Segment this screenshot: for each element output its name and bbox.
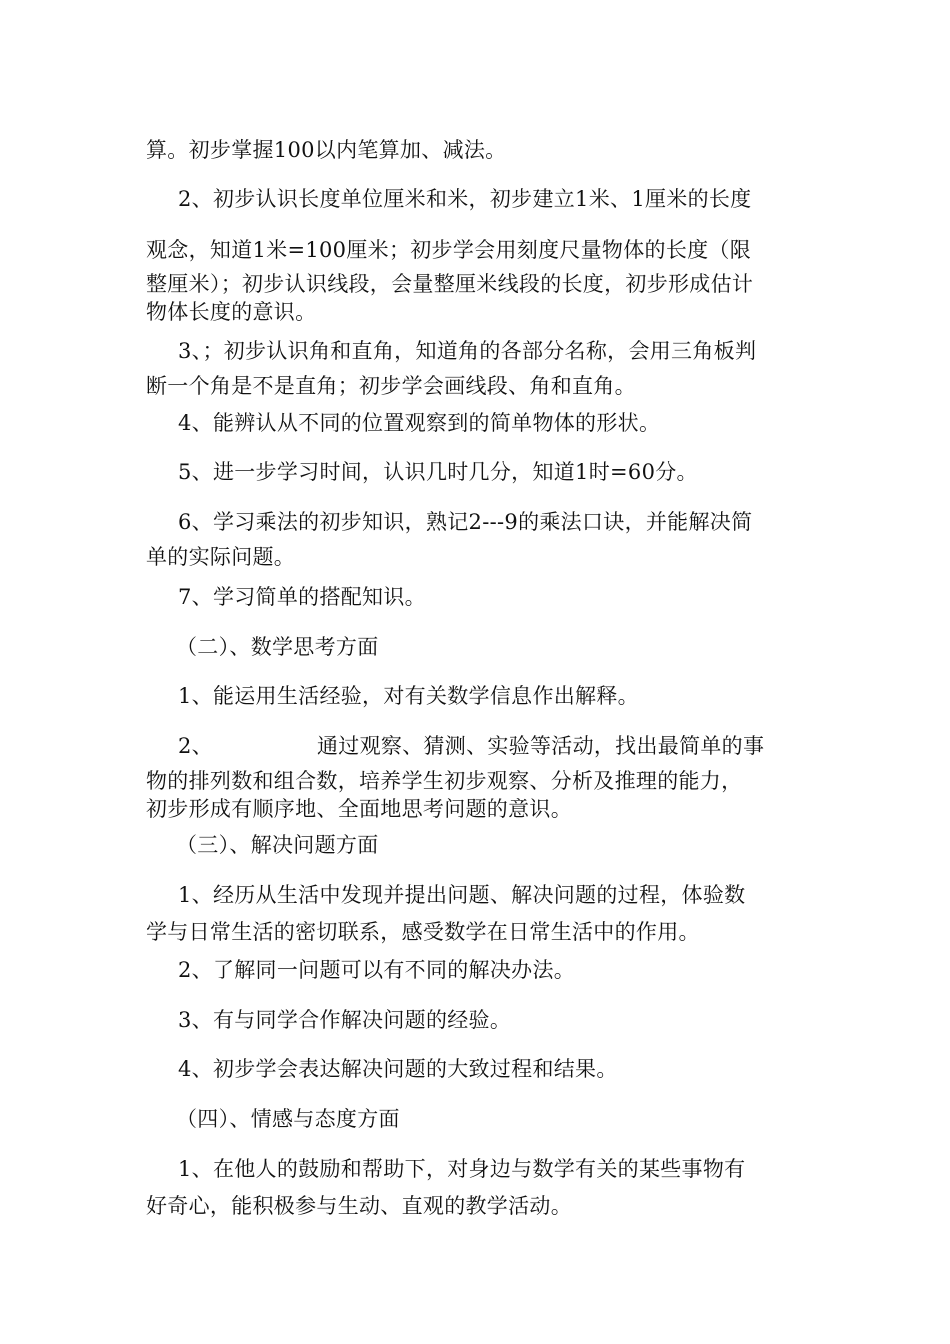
text-line: 1、能运用生活经验，对有关数学信息作出解释。 (178, 684, 639, 708)
text-line: 5、进一步学习时间，认识几时几分，知道1时=60分。 (178, 460, 698, 484)
text-line: 好奇心，能积极参与生动、直观的教学活动。 (146, 1194, 572, 1218)
section-heading: （三）、解决问题方面 (176, 833, 379, 857)
text-line: 学与日常生活的密切联系，感受数学在日常生活中的作用。 (146, 920, 700, 944)
text-line: 3、；初步认识角和直角，知道角的各部分名称，会用三角板判 (178, 339, 757, 363)
item-number: 2、 (178, 734, 213, 758)
text-line: 单的实际问题。 (146, 545, 296, 569)
text-line: 6、学习乘法的初步知识，熟记2---9的乘法口诀，并能解决简 (178, 510, 753, 534)
text-line: 观念，知道1米=100厘米；初步学会用刻度尺量物体的长度（限 (146, 238, 752, 262)
text-line: 初步形成有顺序地、全面地思考问题的意识。 (146, 797, 572, 821)
text-line: 2、了解同一问题可以有不同的解决办法。 (178, 958, 576, 982)
section-heading: （二）、数学思考方面 (176, 635, 379, 659)
item-text: 通过观察、猜测、实验等活动，找出最简单的事 (316, 734, 765, 758)
text-line: 算。初步掌握100以内笔算加、减法。 (146, 138, 507, 162)
text-line: 物的排列数和组合数，培养学生初步观察、分析及推理的能力， (146, 769, 743, 793)
text-line: 断一个角是不是直角；初步学会画线段、角和直角。 (146, 374, 636, 398)
text-line: 4、初步学会表达解决问题的大致过程和结果。 (178, 1057, 618, 1081)
text-line: 1、经历从生活中发现并提出问题、解决问题的过程，体验数 (178, 883, 746, 907)
section-heading: （四）、情感与态度方面 (176, 1107, 400, 1131)
text-line: 2、初步认识长度单位厘米和米，初步建立1米、1厘米的长度 (178, 187, 752, 211)
text-line: 4、能辨认从不同的位置观察到的简单物体的形状。 (178, 411, 661, 435)
text-line: 1、在他人的鼓励和帮助下，对身边与数学有关的某些事物有 (178, 1157, 746, 1181)
text-line: 物体长度的意识。 (146, 300, 317, 324)
text-line (178, 732, 828, 760)
text-line: 整厘米）；初步认识线段，会量整厘米线段的长度，初步形成估计 (146, 272, 754, 296)
text-line: 3、有与同学合作解决问题的经验。 (178, 1008, 512, 1032)
text-line: 7、学习简单的搭配知识。 (178, 585, 426, 609)
